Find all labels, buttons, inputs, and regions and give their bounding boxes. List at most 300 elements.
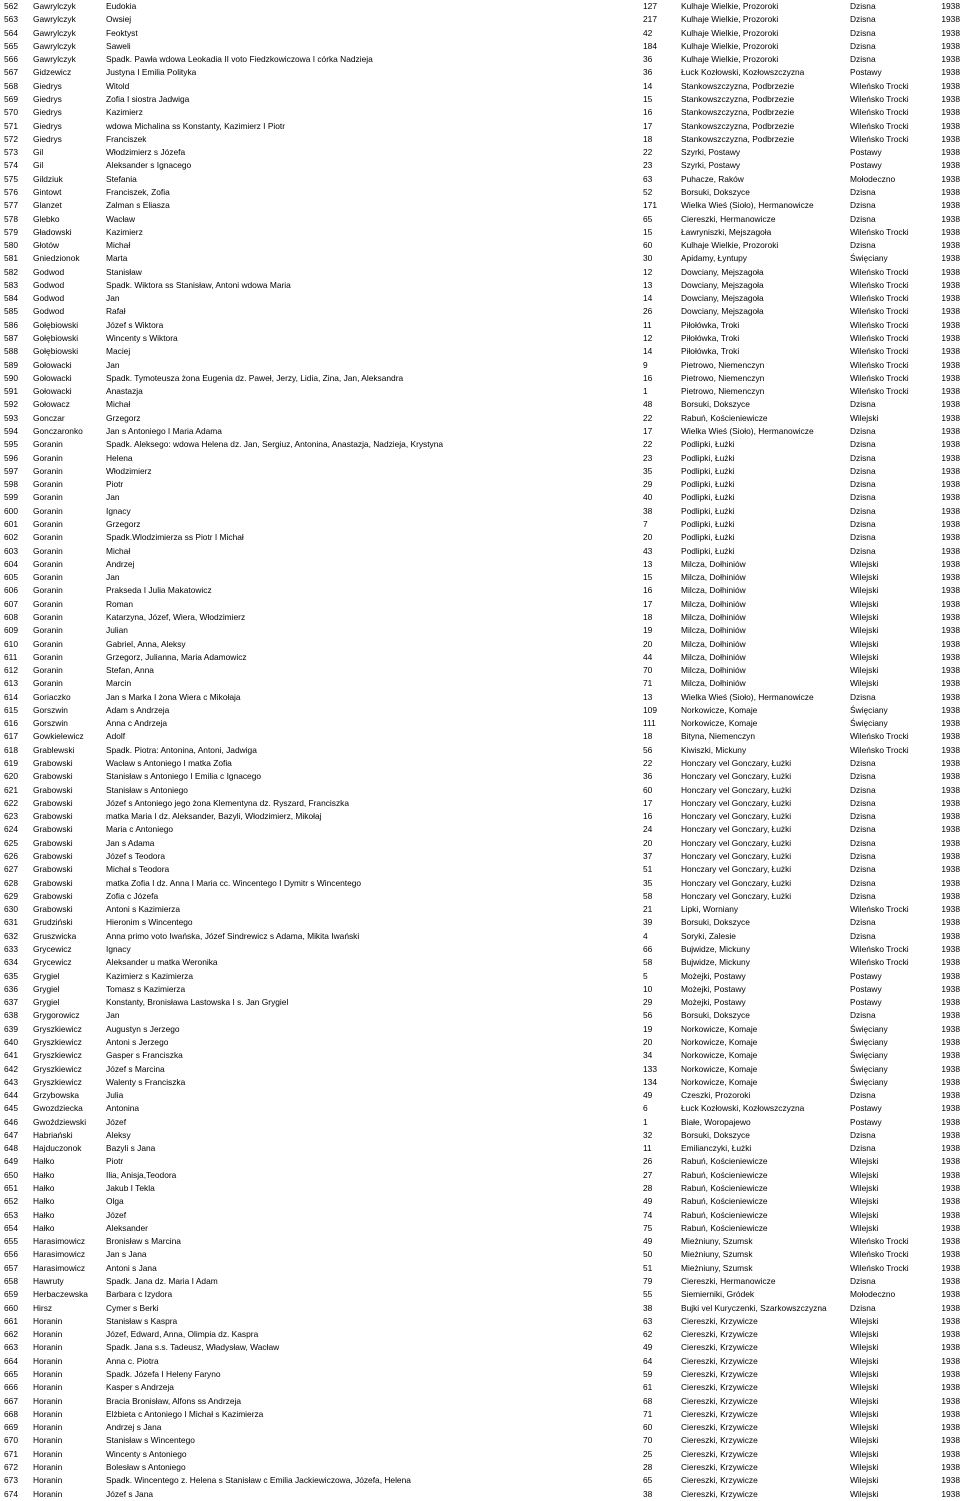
surname-cell: Horanin xyxy=(33,1435,63,1446)
year-cell: 1938 xyxy=(941,598,960,609)
district-cell: Postawy xyxy=(850,997,882,1008)
table-row xyxy=(0,903,960,916)
lot-number-cell: 60 xyxy=(643,784,653,795)
surname-cell: Gołowacki xyxy=(33,386,72,397)
table-row xyxy=(0,837,960,850)
year-cell: 1938 xyxy=(941,186,960,197)
row-number-cell: 592 xyxy=(4,399,18,410)
table-row xyxy=(0,1129,960,1142)
surname-cell: Horanin xyxy=(33,1488,63,1499)
row-number-cell: 647 xyxy=(4,1129,18,1140)
given-names-cell: Gabriel, Anna, Aleksy xyxy=(106,638,186,649)
year-cell: 1938 xyxy=(941,545,960,556)
location-cell: Ciereszki, Hermanowicze xyxy=(681,1276,776,1286)
row-number-cell: 631 xyxy=(4,917,18,928)
lot-number-cell: 43 xyxy=(643,545,653,556)
district-cell: Dzisna xyxy=(850,797,876,808)
table-row xyxy=(0,425,960,438)
district-cell: Dzisna xyxy=(850,811,876,822)
table-row xyxy=(0,398,960,411)
location-cell: Podlipki, Łużki xyxy=(681,492,735,503)
table-row xyxy=(0,1461,960,1474)
table-row xyxy=(0,1089,960,1102)
surname-cell: Goranin xyxy=(33,465,63,476)
row-number-cell: 649 xyxy=(4,1156,18,1167)
year-cell: 1938 xyxy=(941,240,960,251)
surname-cell: Gorszwin xyxy=(33,718,68,729)
surname-cell: Hałko xyxy=(33,1156,55,1167)
district-cell: Święciany xyxy=(850,1023,888,1034)
district-cell: Dzisna xyxy=(850,691,876,702)
given-names-cell: Jan xyxy=(106,359,120,370)
year-cell: 1938 xyxy=(941,731,960,742)
given-names-cell: Saweli xyxy=(106,40,131,51)
location-cell: Milcza, Dołhiniów xyxy=(681,678,746,689)
table-row xyxy=(0,53,960,66)
row-number-cell: 634 xyxy=(4,957,18,968)
row-number-cell: 585 xyxy=(4,306,18,317)
lot-number-cell: 15 xyxy=(643,226,653,237)
surname-cell: Giedrys xyxy=(33,107,62,118)
year-cell: 1938 xyxy=(941,1116,960,1127)
table-row xyxy=(0,385,960,398)
year-cell: 1938 xyxy=(941,386,960,397)
district-cell: Dzisna xyxy=(850,518,876,529)
lot-number-cell: 71 xyxy=(643,678,653,689)
given-names-cell: Stanisław s Antoniego xyxy=(106,784,188,795)
year-cell: 1938 xyxy=(941,1249,960,1260)
location-cell: Honczary vel Gonczary, Łużki xyxy=(681,758,792,769)
year-cell: 1938 xyxy=(941,200,960,211)
year-cell: 1938 xyxy=(941,1183,960,1194)
location-cell: Bujki vel Kuryczenki, Szarkowszczyzna xyxy=(681,1302,827,1313)
row-number-cell: 602 xyxy=(4,532,18,543)
district-cell: Postawy xyxy=(850,67,882,78)
district-cell: Dzisna xyxy=(850,1010,876,1021)
lot-number-cell: 14 xyxy=(643,293,653,304)
year-cell: 1938 xyxy=(941,1222,960,1233)
location-cell: Norkowicze, Komaje xyxy=(681,1050,758,1061)
lot-number-cell: 6 xyxy=(643,1103,648,1114)
surname-cell: Hałko xyxy=(33,1209,55,1220)
lot-number-cell: 30 xyxy=(643,253,653,264)
location-cell: Milcza, Dołhiniów xyxy=(681,558,746,569)
surname-cell: Gil xyxy=(33,160,44,171)
table-row xyxy=(0,305,960,318)
year-cell: 1938 xyxy=(941,333,960,344)
table-row xyxy=(0,930,960,943)
district-cell: Dzisna xyxy=(850,851,876,861)
district-cell: Wilejski xyxy=(850,1448,879,1459)
district-cell: Wileńsko Trocki xyxy=(850,386,909,397)
given-names-cell: Spadk. Wincentego z. Helena s Stanisław c Emilia Jackiewiczowa, Józefa, Helena xyxy=(106,1475,411,1486)
surname-cell: Gorszwin xyxy=(33,704,68,715)
row-number-cell: 640 xyxy=(4,1036,18,1047)
surname-cell: Grabowski xyxy=(33,864,73,875)
table-row xyxy=(0,757,960,770)
row-number-cell: 568 xyxy=(4,80,18,91)
row-number-cell: 658 xyxy=(4,1276,18,1286)
district-cell: Wileńsko Trocki xyxy=(850,80,909,91)
given-names-cell: Michał s Teodora xyxy=(106,864,170,875)
surname-cell: Grzybowska xyxy=(33,1090,80,1101)
surname-cell: Goranin xyxy=(33,585,63,596)
district-cell: Wilejski xyxy=(850,572,879,583)
row-number-cell: 594 xyxy=(4,426,18,436)
location-cell: Kulhaje Wielkie, Prozoroki xyxy=(681,1,779,11)
district-cell: Wileńsko Trocki xyxy=(850,279,909,290)
year-cell: 1938 xyxy=(941,1262,960,1273)
district-cell: Wileńsko Trocki xyxy=(850,306,909,317)
surname-cell: Goranin xyxy=(33,518,63,529)
given-names-cell: Maria c Antoniego xyxy=(106,824,174,835)
table-row xyxy=(0,744,960,757)
lot-number-cell: 20 xyxy=(643,1036,653,1047)
location-cell: Kulhaje Wielkie, Prozoroki xyxy=(681,14,779,25)
lot-number-cell: 7 xyxy=(643,518,648,529)
table-row xyxy=(0,916,960,929)
location-cell: Borsuki, Dokszyce xyxy=(681,186,750,197)
table-row xyxy=(0,266,960,279)
given-names-cell: Michał xyxy=(106,240,131,251)
table-row xyxy=(0,890,960,903)
row-number-cell: 650 xyxy=(4,1169,18,1180)
surname-cell: Horanin xyxy=(33,1342,63,1353)
location-cell: Milcza, Dołhiniów xyxy=(681,638,746,649)
lot-number-cell: 60 xyxy=(643,1422,653,1433)
table-row xyxy=(0,996,960,1009)
district-cell: Wilejski xyxy=(850,1488,879,1499)
given-names-cell: Wacław xyxy=(106,213,136,224)
row-number-cell: 639 xyxy=(4,1023,18,1034)
year-cell: 1938 xyxy=(941,518,960,529)
location-cell: Podlipki, Łużki xyxy=(681,452,735,463)
year-cell: 1938 xyxy=(941,1315,960,1326)
given-names-cell: Grzegorz xyxy=(106,412,141,423)
given-names-cell: Kazimierz xyxy=(106,226,143,237)
row-number-cell: 580 xyxy=(4,240,18,251)
district-cell: Święciany xyxy=(850,704,888,715)
district-cell: Wilejski xyxy=(850,1222,879,1233)
given-names-cell: Józef s Jana xyxy=(106,1488,154,1499)
year-cell: 1938 xyxy=(941,771,960,782)
given-names-cell: Anastazja xyxy=(106,386,143,397)
surname-cell: Hajduczonok xyxy=(33,1143,82,1154)
lot-number-cell: 11 xyxy=(643,319,652,330)
lot-number-cell: 39 xyxy=(643,917,653,928)
given-names-cell: Włodzimierz xyxy=(106,465,152,476)
district-cell: Dzisna xyxy=(850,1143,876,1154)
year-cell: 1938 xyxy=(941,1196,960,1207)
surname-cell: Godwod xyxy=(33,279,65,290)
table-row xyxy=(0,1488,960,1501)
location-cell: Kiwiszki, Mickuny xyxy=(681,744,747,755)
district-cell: Święciany xyxy=(850,1036,888,1047)
lot-number-cell: 13 xyxy=(643,279,653,290)
table-row xyxy=(0,412,960,425)
given-names-cell: Ignacy xyxy=(106,943,131,954)
table-row xyxy=(0,1328,960,1341)
lot-number-cell: 127 xyxy=(643,1,657,11)
surname-cell: Gniedzionok xyxy=(33,253,80,264)
lot-number-cell: 49 xyxy=(643,1236,653,1247)
table-row xyxy=(0,345,960,358)
location-cell: Apidamy, Łyntupy xyxy=(681,253,747,264)
location-cell: Norkowicze, Komaje xyxy=(681,718,758,729)
district-cell: Dzisna xyxy=(850,930,876,941)
given-names-cell: Helena xyxy=(106,452,133,463)
given-names-cell: Witold xyxy=(106,80,130,91)
lot-number-cell: 14 xyxy=(643,346,653,357)
table-row xyxy=(0,106,960,119)
given-names-cell: Bolesław s Antoniego xyxy=(106,1461,186,1472)
year-cell: 1938 xyxy=(941,797,960,808)
year-cell: 1938 xyxy=(941,970,960,981)
given-names-cell: Cymer s Berki xyxy=(106,1302,159,1313)
year-cell: 1938 xyxy=(941,147,960,158)
row-number-cell: 578 xyxy=(4,213,18,224)
table-row xyxy=(0,1063,960,1076)
given-names-cell: Adam s Andrzeja xyxy=(106,704,170,715)
district-cell: Wilejski xyxy=(850,1422,879,1433)
given-names-cell: Józef, Edward, Anna, Olimpia dz. Kaspra xyxy=(106,1329,259,1340)
location-cell: Puhacze, Raków xyxy=(681,173,744,184)
district-cell: Wilejski xyxy=(850,585,879,596)
table-row xyxy=(0,505,960,518)
row-number-cell: 667 xyxy=(4,1395,18,1406)
surname-cell: Grablewski xyxy=(33,744,75,755)
given-names-cell: Jan s Adama xyxy=(106,837,155,848)
given-names-cell: Jan xyxy=(106,492,120,503)
year-cell: 1938 xyxy=(941,1103,960,1114)
table-row xyxy=(0,850,960,863)
table-row xyxy=(0,1368,960,1381)
location-cell: Rabuń, Kościeniewicze xyxy=(681,412,768,423)
surname-cell: Hałko xyxy=(33,1222,55,1233)
year-cell: 1938 xyxy=(941,784,960,795)
surname-cell: Horanin xyxy=(33,1448,63,1459)
given-names-cell: Zofia I siostra Jadwiga xyxy=(106,93,190,104)
location-cell: Kulhaje Wielkie, Prozoroki xyxy=(681,27,779,38)
district-cell: Postawy xyxy=(850,160,882,171)
table-row xyxy=(0,651,960,664)
surname-cell: Gildziuk xyxy=(33,173,63,184)
lot-number-cell: 18 xyxy=(643,611,653,622)
location-cell: Milcza, Dołhiniów xyxy=(681,665,746,676)
location-cell: Ciereszki, Krzywicze xyxy=(681,1408,758,1419)
surname-cell: Grygiel xyxy=(33,997,60,1008)
district-cell: Wilejski xyxy=(850,1183,879,1194)
district-cell: Wileńsko Trocki xyxy=(850,359,909,370)
location-cell: Borsuki, Dokszyce xyxy=(681,399,750,410)
district-cell: Wilejski xyxy=(850,1475,879,1486)
district-cell: Dzisna xyxy=(850,1,876,11)
lot-number-cell: 62 xyxy=(643,1329,653,1340)
lot-number-cell: 15 xyxy=(643,93,653,104)
year-cell: 1938 xyxy=(941,346,960,357)
location-cell: Stankowszczyzna, Podbrzezie xyxy=(681,107,795,118)
year-cell: 1938 xyxy=(941,1276,960,1286)
row-number-cell: 569 xyxy=(4,93,18,104)
lot-number-cell: 51 xyxy=(643,1262,653,1273)
given-names-cell: Anna c. Piotra xyxy=(106,1355,159,1366)
district-cell: Wilejski xyxy=(850,412,879,423)
surname-cell: Harasimowicz xyxy=(33,1262,86,1273)
surname-cell: Grygorowicz xyxy=(33,1010,80,1021)
lot-number-cell: 36 xyxy=(643,67,653,78)
location-cell: Ciereszki, Hermanowicze xyxy=(681,213,776,224)
district-cell: Dzisna xyxy=(850,784,876,795)
table-row xyxy=(0,1036,960,1049)
row-number-cell: 567 xyxy=(4,67,18,78)
surname-cell: Grygiel xyxy=(33,983,60,994)
row-number-cell: 635 xyxy=(4,970,18,981)
given-names-cell: Gasper s Franciszka xyxy=(106,1050,183,1061)
row-number-cell: 625 xyxy=(4,837,18,848)
location-cell: Podlipki, Łużki xyxy=(681,439,735,450)
year-cell: 1938 xyxy=(941,930,960,941)
row-number-cell: 636 xyxy=(4,983,18,994)
district-cell: Postawy xyxy=(850,147,882,158)
district-cell: Dzisna xyxy=(850,27,876,38)
year-cell: 1938 xyxy=(941,824,960,835)
year-cell: 1938 xyxy=(941,1302,960,1313)
year-cell: 1938 xyxy=(941,27,960,38)
row-number-cell: 617 xyxy=(4,731,18,742)
row-number-cell: 630 xyxy=(4,904,18,915)
district-cell: Dzisna xyxy=(850,771,876,782)
location-cell: Podlipki, Łużki xyxy=(681,532,735,543)
lot-number-cell: 58 xyxy=(643,957,653,968)
location-cell: Ławryniszki, Mejszagoła xyxy=(681,226,772,237)
table-row xyxy=(0,1288,960,1301)
surname-cell: Giedrys xyxy=(33,93,62,104)
year-cell: 1938 xyxy=(941,1236,960,1247)
year-cell: 1938 xyxy=(941,983,960,994)
lot-number-cell: 26 xyxy=(643,306,653,317)
row-number-cell: 641 xyxy=(4,1050,18,1061)
district-cell: Dzisna xyxy=(850,532,876,543)
lot-number-cell: 56 xyxy=(643,1010,653,1021)
lot-number-cell: 59 xyxy=(643,1368,653,1379)
year-cell: 1938 xyxy=(941,718,960,729)
lot-number-cell: 22 xyxy=(643,147,653,158)
lot-number-cell: 48 xyxy=(643,399,653,410)
lot-number-cell: 68 xyxy=(643,1395,653,1406)
row-number-cell: 643 xyxy=(4,1076,18,1087)
lot-number-cell: 18 xyxy=(643,731,653,742)
location-cell: Podlipki, Łużki xyxy=(681,545,735,556)
surname-cell: Gonczar xyxy=(33,412,65,423)
given-names-cell: Józef s Wiktora xyxy=(106,319,164,330)
year-cell: 1938 xyxy=(941,1368,960,1379)
district-cell: Wileńsko Trocki xyxy=(850,120,909,131)
lot-number-cell: 38 xyxy=(643,505,653,516)
year-cell: 1938 xyxy=(941,120,960,131)
district-cell: Wilejski xyxy=(850,678,879,689)
district-cell: Dzisna xyxy=(850,399,876,410)
given-names-cell: Piotr xyxy=(106,1156,124,1167)
location-cell: Rabuń, Kościeniewicze xyxy=(681,1183,768,1194)
given-names-cell: Jan xyxy=(106,1010,120,1021)
surname-cell: Horanin xyxy=(33,1355,63,1366)
table-row xyxy=(0,372,960,385)
location-cell: Milcza, Dołhiniów xyxy=(681,585,746,596)
district-cell: Dzisna xyxy=(850,1276,876,1286)
lot-number-cell: 133 xyxy=(643,1063,657,1074)
lot-number-cell: 15 xyxy=(643,572,653,583)
table-row xyxy=(0,1222,960,1235)
surname-cell: Grabowski xyxy=(33,877,73,888)
table-row xyxy=(0,877,960,890)
given-names-cell: Jan xyxy=(106,293,120,304)
lot-number-cell: 63 xyxy=(643,1315,653,1326)
lot-number-cell: 21 xyxy=(643,904,653,915)
year-cell: 1938 xyxy=(941,957,960,968)
location-cell: Podlipki, Łużki xyxy=(681,518,735,529)
district-cell: Wileńsko Trocki xyxy=(850,731,909,742)
location-cell: Ciereszki, Krzywicze xyxy=(681,1315,758,1326)
lot-number-cell: 16 xyxy=(643,585,653,596)
year-cell: 1938 xyxy=(941,890,960,901)
location-cell: Czeszki, Prozoroki xyxy=(681,1090,751,1101)
district-cell: Dzisna xyxy=(850,240,876,251)
given-names-cell: Bronisław s Marcina xyxy=(106,1236,181,1247)
location-cell: Bujwidze, Mickuny xyxy=(681,943,750,954)
table-row xyxy=(0,956,960,969)
lot-number-cell: 17 xyxy=(643,120,653,131)
location-cell: Bujwidze, Mickuny xyxy=(681,957,750,968)
year-cell: 1938 xyxy=(941,1076,960,1087)
given-names-cell: Aleksander u matka Weronika xyxy=(106,957,218,968)
row-number-cell: 609 xyxy=(4,625,18,636)
given-names-cell: Zalman s Eliasza xyxy=(106,200,170,211)
district-cell: Dzisna xyxy=(850,492,876,503)
given-names-cell: Stanisław s Antoniego I Emilia c Ignacego xyxy=(106,771,262,782)
row-number-cell: 669 xyxy=(4,1422,18,1433)
table-row xyxy=(0,598,960,611)
given-names-cell: Spadk. Józefa I Heleny Faryno xyxy=(106,1368,221,1379)
district-cell: Święciany xyxy=(850,1076,888,1087)
row-number-cell: 604 xyxy=(4,558,18,569)
district-cell: Wileńsko Trocki xyxy=(850,943,909,954)
lot-number-cell: 28 xyxy=(643,1183,653,1194)
row-number-cell: 632 xyxy=(4,930,18,941)
row-number-cell: 623 xyxy=(4,811,18,822)
district-cell: Wileńsko Trocki xyxy=(850,744,909,755)
district-cell: Dzisna xyxy=(850,439,876,450)
given-names-cell: Konstanty, Bronisława Lastowska I s. Jan Grygiel xyxy=(106,997,289,1008)
surname-cell: Grabowski xyxy=(33,797,73,808)
given-names-cell: Spadk. Jana dz. Maria I Adam xyxy=(106,1276,218,1286)
lot-number-cell: 36 xyxy=(643,54,653,65)
surname-cell: Gładowski xyxy=(33,226,72,237)
district-cell: Wilejski xyxy=(850,1156,879,1167)
year-cell: 1938 xyxy=(941,1488,960,1499)
district-cell: Wilejski xyxy=(850,1196,879,1207)
surname-cell: Goranin xyxy=(33,439,63,450)
given-names-cell: Spadk. Wiktora ss Stanisław, Antoni wdowa Maria xyxy=(106,279,291,290)
district-cell: Postawy xyxy=(850,983,882,994)
row-number-cell: 665 xyxy=(4,1368,18,1379)
location-cell: Norkowicze, Komaje xyxy=(681,1023,758,1034)
table-row xyxy=(0,730,960,743)
table-row xyxy=(0,1341,960,1354)
year-cell: 1938 xyxy=(941,704,960,715)
year-cell: 1938 xyxy=(941,1143,960,1154)
district-cell: Wilejski xyxy=(850,611,879,622)
lot-number-cell: 19 xyxy=(643,625,653,636)
